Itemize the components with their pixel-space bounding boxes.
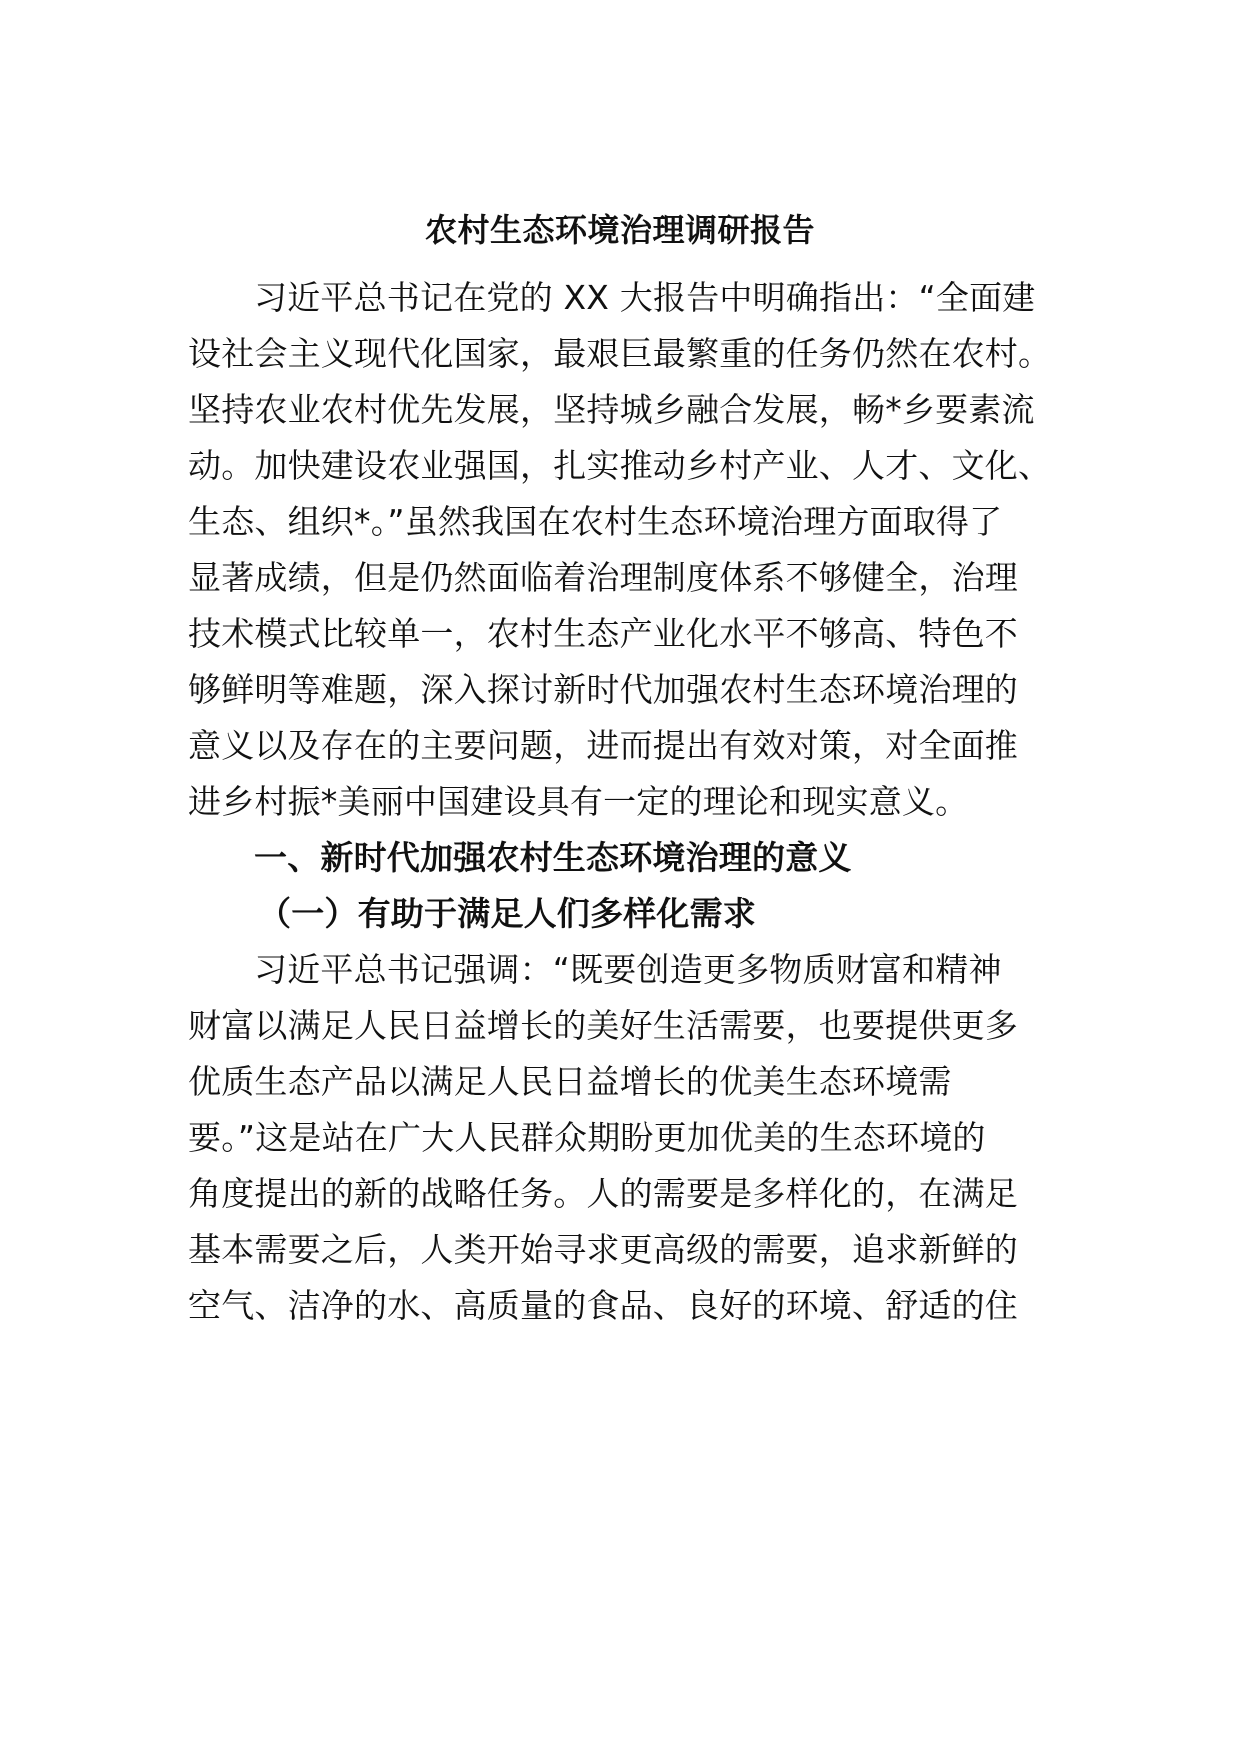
paragraph1-line-8: 够鲜明等难题，深入探讨新时代加强农村生态环境治理的	[188, 670, 1018, 709]
paragraph1-line-6: 显著成绩，但是仍然面临着治理制度体系不够健全，治理	[188, 558, 1018, 597]
paragraph1-line-1: 习近平总书记在党的 XX 大报告中明确指出：“全面建	[254, 278, 1036, 317]
paragraph2-line-7: 空气、洁净的水、高质量的食品、良好的环境、舒适的住	[188, 1286, 1018, 1325]
paragraph2-line-4: 要。”这是站在广大人民群众期盼更加优美的生态环境的	[188, 1118, 986, 1157]
paragraph1-line-5: 生态、组织*。”虽然我国在农村生态环境治理方面取得了	[188, 502, 1003, 541]
paragraph1-line-10: 进乡村振*美丽中国建设具有一定的理论和现实意义。	[188, 782, 969, 821]
paragraph2-line-3: 优质生态产品以满足人民日益增长的优美生态环境需	[188, 1062, 952, 1101]
paragraph1-line-9: 意义以及存在的主要问题，进而提出有效对策，对全面推	[188, 726, 1018, 765]
paragraph2-line-5: 角度提出的新的战略任务。人的需要是多样化的，在满足	[188, 1174, 1018, 1213]
document-title: 农村生态环境治理调研报告	[424, 211, 815, 249]
paragraph1-line-3: 坚持农业农村优先发展，坚持城乡融合发展，畅*乡要素流	[188, 390, 1035, 429]
paragraph1-line-7: 技术模式比较单一，农村生态产业化水平不够高、特色不	[188, 614, 1018, 653]
paragraph2-line-6: 基本需要之后，人类开始寻求更高级的需要，追求新鲜的	[188, 1230, 1018, 1269]
paragraph2-line-2: 财富以满足人民日益增长的美好生活需要，也要提供更多	[188, 1006, 1018, 1045]
subsection1-heading: （一）有助于满足人们多样化需求	[258, 894, 756, 933]
paragraph1-line-2: 设社会主义现代化国家，最艰巨最繁重的任务仍然在农村。	[188, 334, 1052, 373]
section1-heading: 一、新时代加强农村生态环境治理的意义	[254, 838, 852, 877]
paragraph2-line-1: 习近平总书记强调：“既要创造更多物质财富和精神	[254, 950, 1002, 989]
paragraph1-line-4: 动。加快建设农业强国，扎实推动乡村产业、人才、文化、	[188, 446, 1052, 485]
